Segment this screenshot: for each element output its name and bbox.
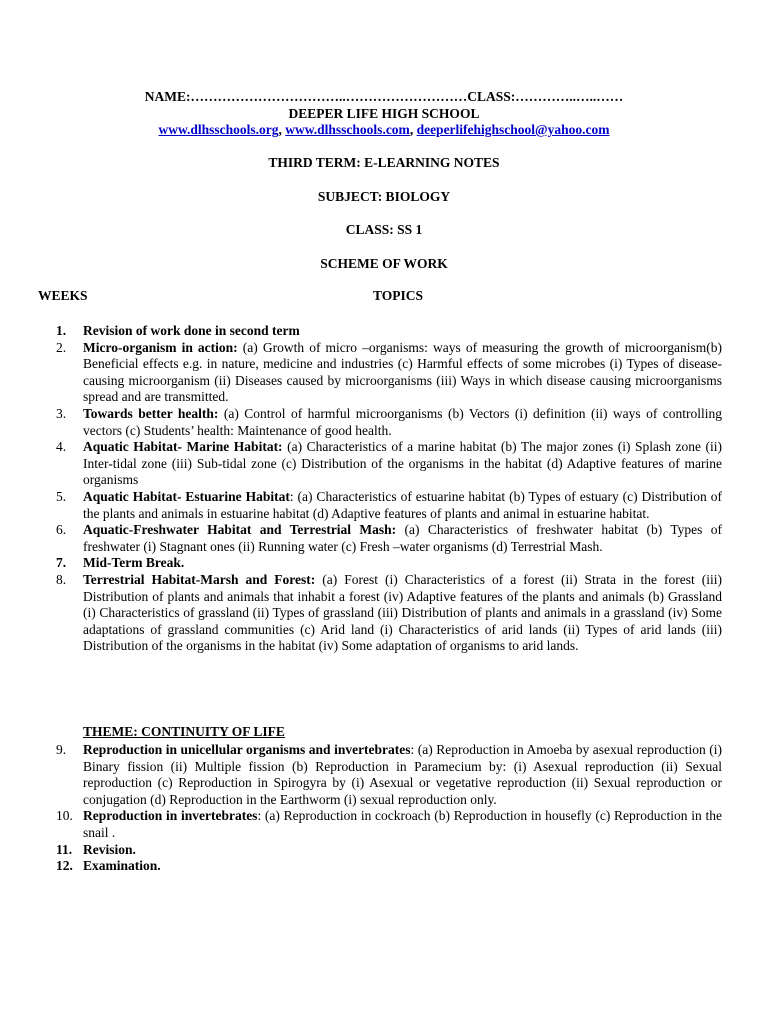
list-item <box>56 323 722 340</box>
school-name: DEEPER LIFE HIGH SCHOOL <box>288 106 480 121</box>
item-number: 6. <box>56 522 67 538</box>
item-title: Revision of work done in second term <box>83 323 300 338</box>
link-separator: , <box>409 122 417 137</box>
list-item <box>56 522 722 555</box>
term-title: THIRD TERM: E-LEARNING NOTES <box>268 155 500 170</box>
item-number: 2. <box>56 339 67 355</box>
website-link-com[interactable]: www.dlhsschools.com <box>285 122 410 137</box>
class-title: CLASS: SS 1 <box>345 222 423 237</box>
list-item <box>56 842 722 859</box>
list-item <box>56 858 722 875</box>
item-title: Towards better health: <box>83 405 219 421</box>
link-separator: , <box>278 122 286 137</box>
item-number: 9. <box>56 742 67 757</box>
list-item <box>56 572 722 655</box>
item-description: (a) Forest (i) Characteristics of a forest (ii) Strata in the forest (iii) Distribution of plants and animals that inhabit a forest (iv) Adaptive features of the plants and animals (b) Grassland (i) Characteristics of grassland (ii) Types of grassland (iii) Distribution of plants and animals in a grassland (iv) Some adaptations of grassland communities (c) Arid land (i) Characteristics of arid lands (ii) Types of arid lands (iii) Distribution of the organisms in the habitat (iv) Some adaptation of organisms to arid lands. <box>83 571 722 654</box>
email-link[interactable]: deeperlifehighschool@yahoo.com <box>416 122 610 137</box>
list-item <box>56 406 722 439</box>
list-item <box>56 555 722 572</box>
item-title: Revision. <box>83 841 136 857</box>
item-number: 8. <box>56 571 67 587</box>
list-item <box>56 340 722 406</box>
item-number: 10. <box>56 808 73 824</box>
item-title: Micro-organism in action: <box>83 339 238 355</box>
links-line <box>0 122 768 138</box>
item-description: : (a) Reproduction in cockroach (b) Reproduction in housefly (c) Reproduction in the snail . <box>83 808 722 840</box>
subject-title: SUBJECT: BIOLOGY <box>317 189 451 204</box>
item-title: Terrestrial Habitat-Marsh and Forest: <box>83 571 316 587</box>
list-item <box>56 489 722 522</box>
item-title: Reproduction in unicellular organisms and invertebrates <box>83 742 411 757</box>
item-description: : (a) Characteristics of estuarine habitat (b) Types of estuary (c) Distribution of the plants and animals in estuarine habitat (d) Adaptive features of plants and animal in estuarine habitat. <box>83 488 722 521</box>
item-title: Examination. <box>83 858 161 874</box>
list-item <box>56 808 722 841</box>
item-description: (a) Characteristics of a marine habitat (b) The major zones (i) Splash zone (ii) Inter-tidal zone (iii) Sub-tidal zone (c) Distribution of the organisms in the habitat (d) Adaptive features of marine organisms <box>83 439 722 488</box>
theme-topics-list <box>56 742 722 875</box>
topics-list <box>56 323 722 655</box>
website-link-org[interactable]: www.dlhsschools.org <box>158 122 279 137</box>
item-number: 3. <box>56 405 67 421</box>
item-number: 12. <box>56 858 73 874</box>
item-title: Aquatic Habitat- Marine Habitat: <box>83 439 283 455</box>
list-item <box>56 742 722 808</box>
name-class-line: NAME:……………………………..………………………CLASS:…………..…..…… <box>144 89 624 104</box>
item-description: (a) Growth of micro –organisms: ways of measuring the growth of microorganism(b) Beneficial effects e.g. in nature, medicine and industries (c) Harmful effects of some microbes (i) Types of disease-causing microorganism (ii) Diseases caused by microorganisms (iii) Ways in which disease causing microorganisms spread and are transmitted. <box>83 339 723 405</box>
list-item <box>56 439 722 489</box>
weeks-column-header: WEEKS <box>38 288 88 303</box>
item-title: Reproduction in invertebrates <box>83 808 258 824</box>
item-description: (a) Control of harmful microorganisms (b) Vectors (i) definition (ii) ways of controlling vectors (c) Students’ health: Maintenance of good health. <box>83 405 723 438</box>
theme-heading: THEME: CONTINUITY OF LIFE <box>83 724 285 739</box>
item-number: 11. <box>56 841 73 857</box>
item-description: : (a) Reproduction in Amoeba by asexual reproduction (i) Binary fission (ii) Multiple fission (b) Reproduction in Paramecium by: (i) Asexual reproduction (ii) Sexual reproduction (c) Reproduction in Spirogyra by (i) Asexual or vegetative reproduction (ii) Sexual reproduction or conjugation (d) Reproduction in the Earthworm (i) sexual reproduction only. <box>83 742 722 807</box>
item-title: Mid-Term Break. <box>83 555 185 571</box>
item-number: 1. <box>56 323 67 338</box>
scheme-title: SCHEME OF WORK <box>320 256 448 271</box>
item-number: 4. <box>56 439 67 455</box>
item-title: Aquatic Habitat- Estuarine Habitat <box>83 488 290 504</box>
item-description: (a) Characteristics of freshwater habitat (b) Types of freshwater (i) Stagnant ones (ii) Running water (c) Fresh –water organisms (d) Terrestrial Mash. <box>83 522 722 554</box>
topics-column-header: TOPICS <box>373 288 424 303</box>
item-title: Aquatic-Freshwater Habitat and Terrestrial Mash: <box>83 522 397 538</box>
item-number: 7. <box>56 555 67 571</box>
item-number: 5. <box>56 488 67 504</box>
